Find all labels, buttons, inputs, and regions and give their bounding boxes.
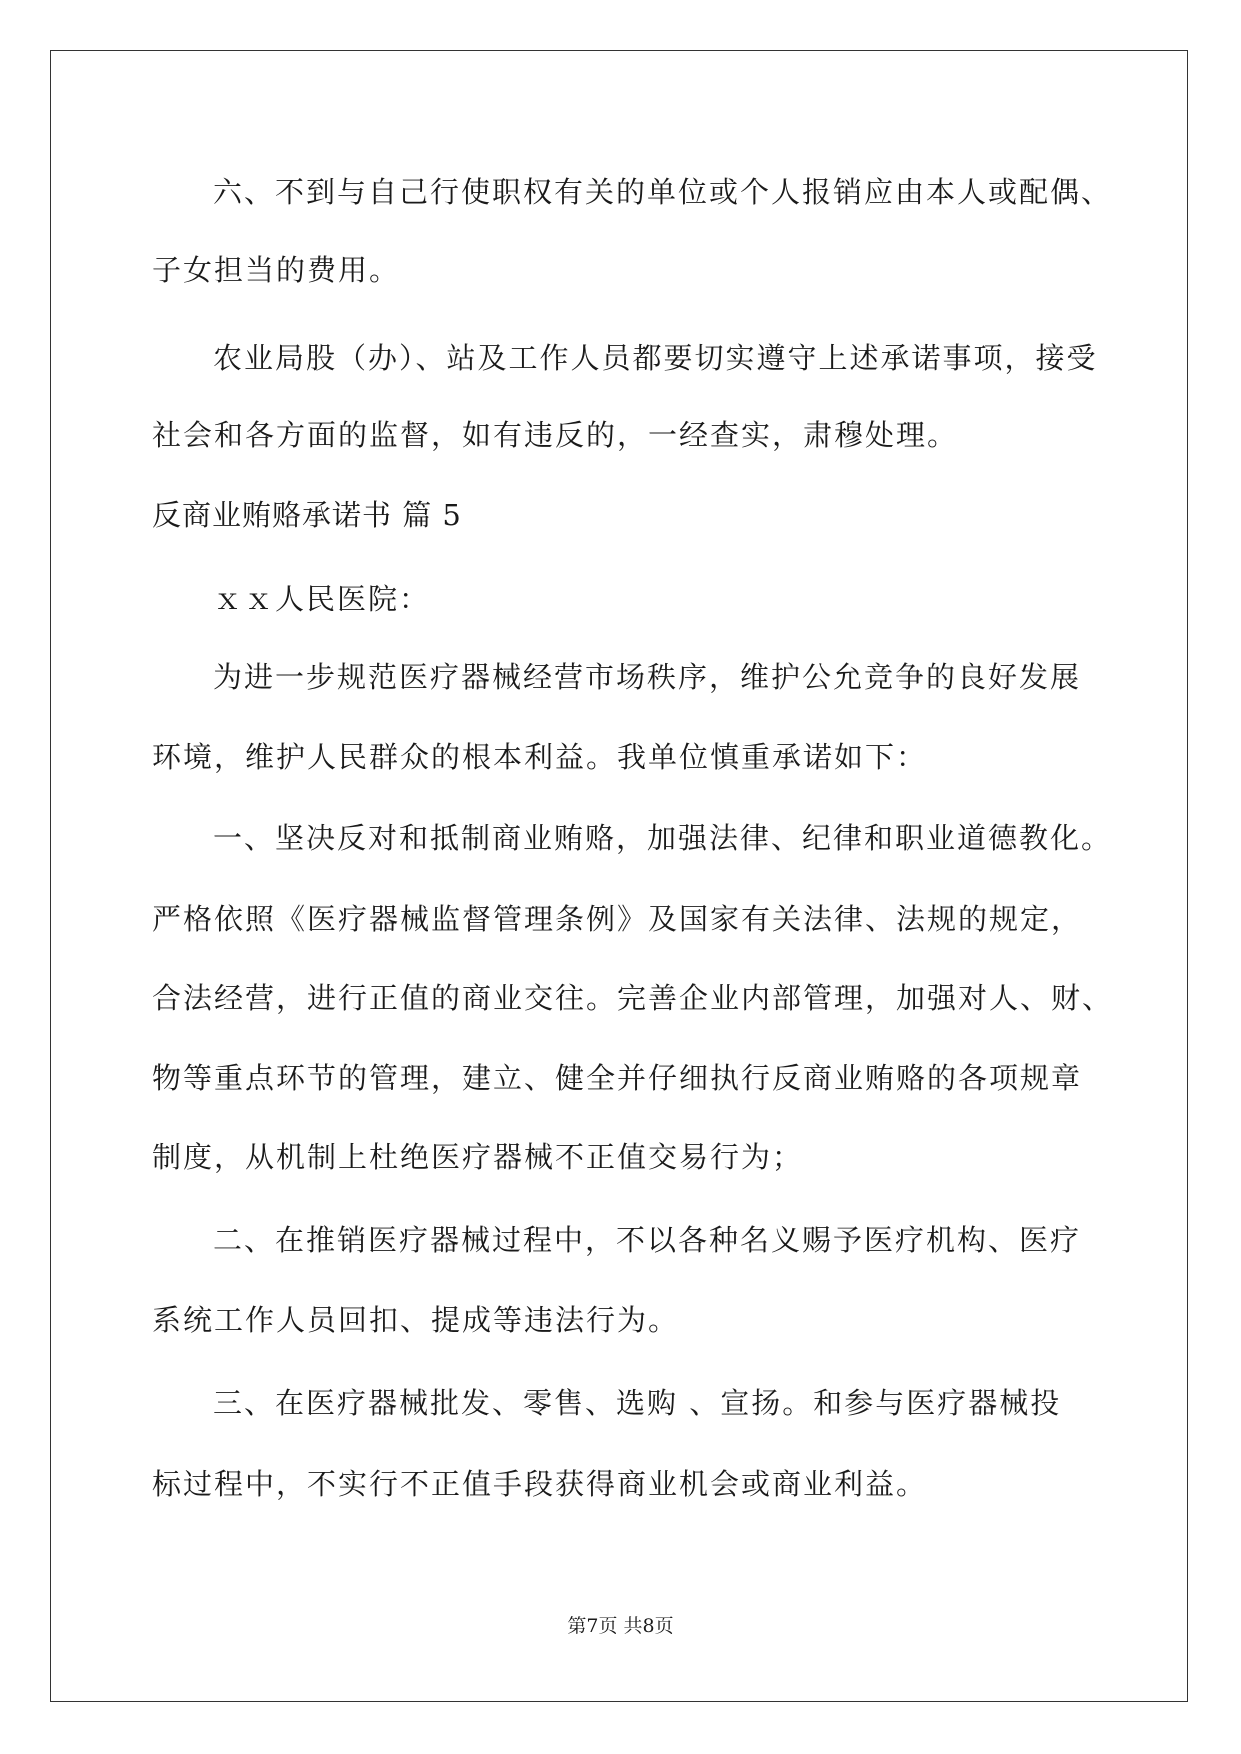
text-line: 环境，维护人民群众的根本利益。我单位慎重承诺如下： (152, 740, 928, 774)
text-line: 子女担当的费用。 (152, 253, 401, 287)
salutation: ｘｘ人民医院： (213, 582, 431, 616)
text-line: 三、在医疗器械批发、零售、选购 、宣扬。和参与医疗器械投 (213, 1386, 1062, 1420)
text-line: 制度，从机制上杜绝医疗器械不正值交易行为； (152, 1140, 804, 1174)
text-line: 标过程中，不实行不正值手段获得商业机会或商业利益。 (152, 1467, 928, 1501)
text-line: 系统工作人员回扣、提成等违法行为。 (152, 1303, 680, 1337)
text-line: 合法经营，进行正值的商业交往。完善企业内部管理，加强对人、财、 (152, 981, 1114, 1015)
text-line: 社会和各方面的监督，如有违反的，一经查实，肃穆处理。 (152, 418, 959, 452)
page-number-footer: 第7页 共8页 (567, 1615, 674, 1637)
text-line: 二、在推销医疗器械过程中，不以各种名义赐予医疗机构、医疗 (213, 1223, 1082, 1257)
text-line: 为进一步规范医疗器械经营市场秩序，维护公允竞争的良好发展 (213, 660, 1082, 694)
section-heading: 反商业贿赂承诺书 篇 5 (152, 498, 462, 532)
text-line: 六、不到与自己行使职权有关的单位或个人报销应由本人或配偶、 (213, 175, 1113, 209)
text-line: 一、坚决反对和抵制商业贿赂，加强法律、纪律和职业道德教化。 (213, 821, 1113, 855)
page-border (50, 50, 1188, 1702)
text-line: 物等重点环节的管理，建立、健全并仔细执行反商业贿赂的各项规章 (152, 1061, 1083, 1095)
text-line: 农业局股（办）、站及工作人员都要切实遵守上述承诺事项，接受 (213, 341, 1098, 375)
text-line: 严格依照《医疗器械监督管理条例》及国家有关法律、法规的规定， (152, 902, 1083, 936)
